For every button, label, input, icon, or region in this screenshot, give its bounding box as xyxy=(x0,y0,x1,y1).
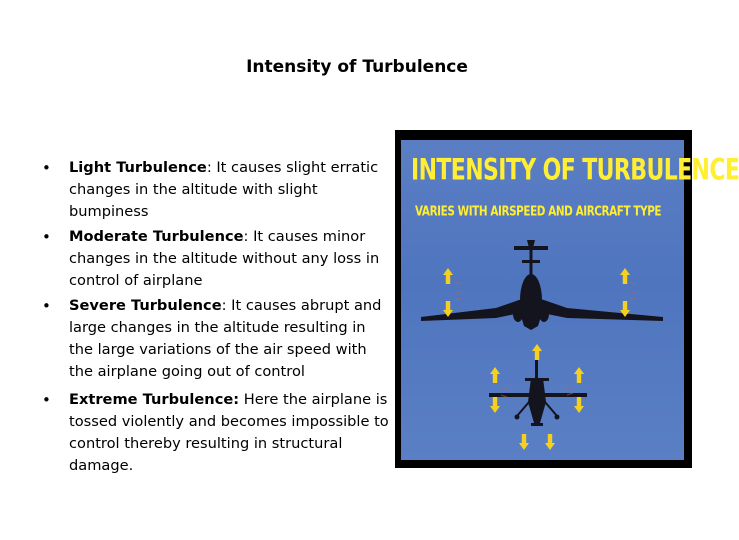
bullet-text: Here the airplane is tossed violently and becomes impossible to control thereby resulting in structural damage. xyxy=(69,391,389,474)
bullet-text: It causes minor changes in the altitude without any loss in control of airplane xyxy=(69,228,380,289)
bullet-item-severe xyxy=(42,295,392,383)
bullet-text: It causes abrupt and large changes in the altitude resulting in the large variations of the air speed with the airplane going out of control xyxy=(69,297,382,380)
aircraft-illustration xyxy=(401,140,739,460)
figure-title: INTENSITY OF TURBULENCE xyxy=(411,154,739,188)
figure-subtitle: VARIES WITH AIRSPEED AND AIRCRAFT TYPE xyxy=(415,204,662,220)
bullet-separator: : xyxy=(221,297,232,314)
bullet-term: Moderate Turbulence xyxy=(69,228,244,245)
bullet-list xyxy=(42,157,392,480)
bullet-separator: : xyxy=(206,159,217,176)
figure-panel xyxy=(401,140,739,460)
bullet-term: Light Turbulence xyxy=(69,159,207,176)
turbulence-figure xyxy=(395,130,739,468)
jet-airliner-icon xyxy=(421,240,663,330)
slide-title: Intensity of Turbulence xyxy=(246,57,468,77)
bullet-text: It causes slight erratic changes in the altitude with slight bumpiness xyxy=(69,159,379,220)
bullet-item-light xyxy=(42,157,392,223)
bullet-separator: : xyxy=(243,228,254,245)
bullet-item-extreme xyxy=(42,389,392,477)
bullet-term: Extreme Turbulence: xyxy=(69,391,240,408)
bullet-term: Severe Turbulence xyxy=(69,297,222,314)
bullet-item-moderate xyxy=(42,226,392,292)
